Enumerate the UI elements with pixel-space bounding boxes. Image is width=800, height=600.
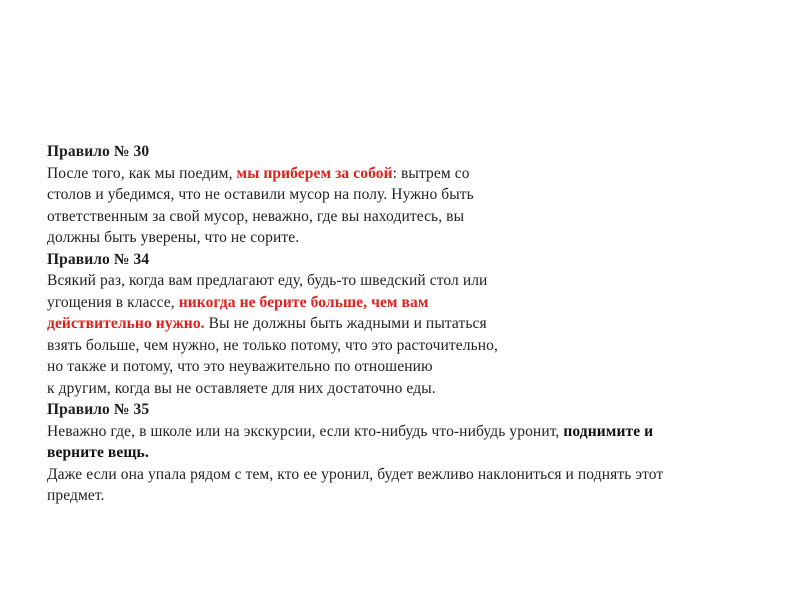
rule-text-line: [47, 464, 747, 486]
highlighted-text: никогда не берите больше, чем вам: [178, 293, 429, 311]
text-segment: Вы не должны быть жадными и пытаться: [204, 315, 487, 332]
rule-text-line: [47, 485, 747, 507]
rule-text-line: [47, 206, 747, 228]
rule-heading: Правило № 34: [47, 250, 150, 268]
text-segment: но также и потому, что это неуважительно по отношению: [47, 358, 433, 375]
text-segment: должны быть уверены, что не сорите.: [47, 229, 300, 246]
text-segment: угощения в классе,: [47, 293, 179, 311]
highlighted-text: мы приберем за собой: [236, 164, 393, 182]
text-segment: ответственным за свой мусор, неважно, где вы находитесь, вы: [47, 207, 465, 225]
text-segment: к другим, когда вы не оставляете для них достаточно еды.: [47, 379, 436, 397]
rule-text-line: [47, 163, 747, 185]
bold-text: поднимите и: [563, 422, 654, 440]
text-segment: столов и убедимся, что не оставили мусор на полу. Нужно быть: [47, 186, 474, 203]
rule-text-line: [47, 378, 747, 400]
rule-heading: Правило № 35: [47, 401, 150, 418]
rule-text-line: [47, 356, 747, 378]
rule-text-line: [47, 227, 747, 249]
text-segment: После того, как мы поедим,: [47, 164, 237, 182]
rules-text-block: [47, 141, 747, 507]
rule-heading: Правило № 30: [47, 143, 150, 160]
rule-text-line: [47, 184, 747, 206]
rule-text-line: [47, 421, 747, 443]
rule-text-line: [47, 313, 747, 335]
text-segment: взять больше, чем нужно, не только потому, что это расточительно,: [47, 336, 498, 354]
highlighted-text: действительно нужно.: [47, 315, 205, 332]
text-segment: Неважно где, в школе или на экскурсии, если кто-нибудь что-нибудь уронит,: [47, 422, 564, 440]
rule-text-line: [47, 442, 747, 464]
rule-text-line: [47, 335, 747, 357]
text-segment: предмет.: [47, 487, 105, 504]
bold-text: верните вещь.: [47, 444, 149, 461]
rule-text-line: [47, 292, 747, 314]
text-segment: : вытрем со: [392, 164, 470, 182]
rule-text-line: [47, 270, 747, 292]
text-segment: Даже если она упала рядом с тем, кто ее уронил, будет вежливо наклониться и поднять этот: [47, 465, 664, 483]
text-segment: Всякий раз, когда вам предлагают еду, будь-то шведский стол или: [47, 272, 488, 289]
